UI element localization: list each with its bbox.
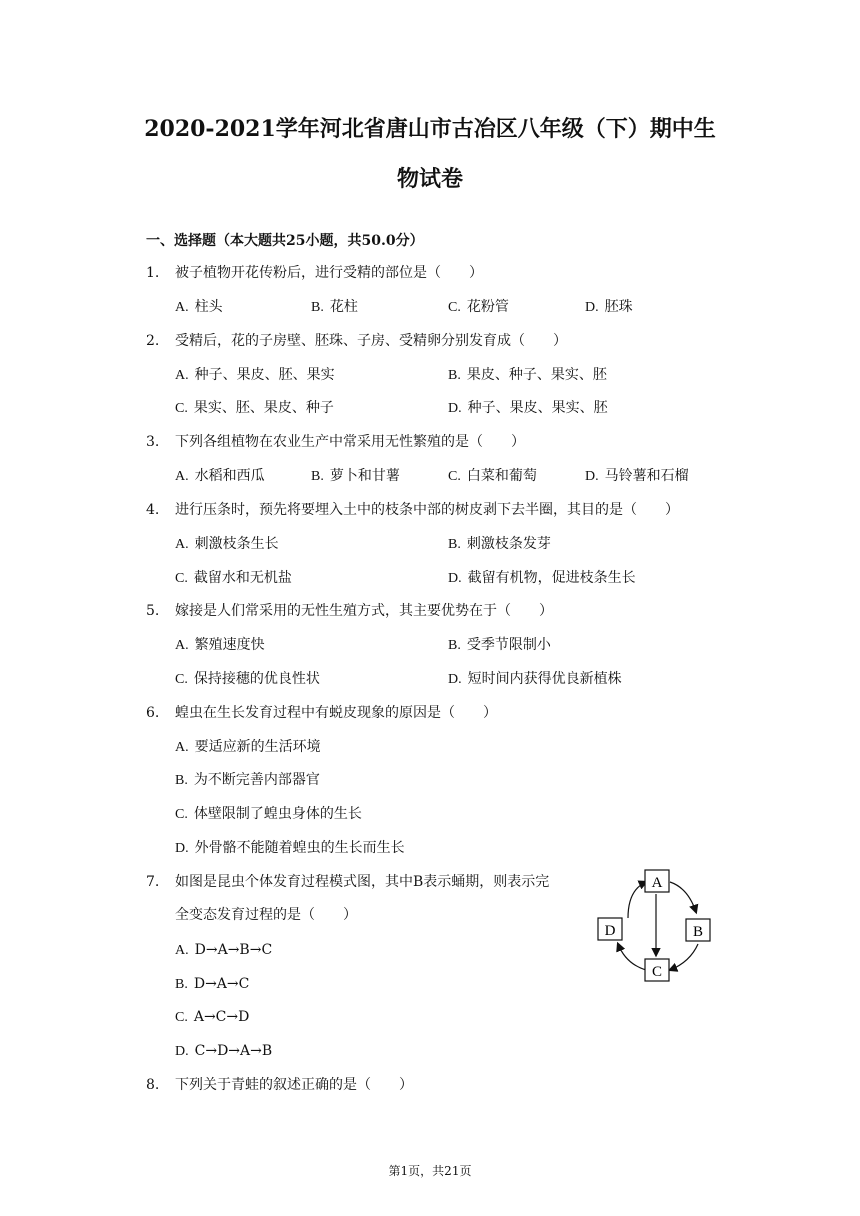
label-d: D [604,923,616,939]
option-3a: A. 水稻和西瓜 [175,468,265,484]
arrow-d-to-a [628,882,646,918]
option-6b: B. 为不断完善内部器官 [175,772,320,788]
option-6d: D. 外骨骼不能随着蝗虫的生长而生长 [175,840,405,856]
title-line-2: 物试卷 [396,166,463,192]
option-7b: B. D→A→C [175,976,250,992]
question-number: 8. [146,1077,160,1093]
arrow-b-to-c [670,944,698,970]
question-7-continued: 全变态发育过程的是（ ） [175,907,357,923]
label-a: A [651,875,663,891]
exam-title [120,104,740,204]
question-text: 被子植物开花传粉后，进行受精的部位是（ ） [175,265,483,281]
question-text: 如图是昆虫个体发育过程模式图，其中B表示蛹期，则表示完 [175,874,550,890]
option-3c: C. 白菜和葡萄 [448,468,537,484]
question-number: 5. [146,603,160,619]
page-footer: 第1页，共21页 [388,1164,472,1178]
question-number: 1. [146,265,160,281]
arrow-c-to-d [618,944,646,970]
option-4d: D. 截留有机物，促进枝条生长 [448,570,636,586]
question-number: 6. [146,705,160,721]
question-number: 2. [146,333,160,349]
option-7c: C. A→C→D [175,1009,250,1025]
option-7a: A. D→A→B→C [175,942,273,958]
option-3d: D. 马铃薯和石榴 [585,468,689,484]
question-text: 嫁接是人们常采用的无性生殖方式，其主要优势在于（ ） [175,603,553,619]
title-line-1: 2020-2021学年河北省唐山市古冶区八年级（下）期中生 [144,116,716,142]
arrow-a-to-b [670,882,696,912]
question-text: 蝗虫在生长发育过程中有蜕皮现象的原因是（ ） [175,705,497,721]
question-text: 下列关于青蛙的叙述正确的是（ ） [175,1077,413,1093]
option-2d: D. 种子、果皮、果实、胚 [448,400,608,416]
label-c: C [651,964,663,980]
option-2c: C. 果实、胚、果皮、种子 [175,400,334,416]
option-5b: B. 受季节限制小 [448,637,551,653]
option-6c: C. 体壁限制了蝗虫身体的生长 [175,806,362,822]
option-4b: B. 刺激枝条发芽 [448,536,551,552]
label-b: B [692,924,704,940]
option-4a: A. 刺激枝条生长 [175,536,279,552]
option-1b: B. 花柱 [311,299,358,315]
option-1c: C. 花粉管 [448,299,509,315]
option-2b: B. 果皮、种子、果实、胚 [448,367,607,383]
question-text: 进行压条时，预先将要埋入土中的枝条中部的树皮剥下去半圈，其目的是（ ） [175,502,679,518]
option-5c: C. 保持接穗的优良性状 [175,671,320,687]
question-number: 4. [146,502,160,518]
question-text: 下列各组植物在农业生产中常采用无性繁殖的是（ ） [175,434,525,450]
question-number: 7. [146,874,160,890]
option-7d: D. C→D→A→B [175,1043,273,1059]
option-2a: A. 种子、果皮、胚、果实 [175,367,335,383]
question-text: 受精后，花的子房壁、胚珠、子房、受精卵分别发育成（ ） [175,333,567,349]
option-5a: A. 繁殖速度快 [175,637,265,653]
section-heading: 一、选择题（本大题共25小题，共50.0分） [146,233,424,249]
insect-development-diagram [588,862,728,992]
option-6a: A. 要适应新的生活环境 [175,739,321,755]
question-number: 3. [146,434,160,450]
option-3b: B. 萝卜和甘薯 [311,468,400,484]
option-1d: D. 胚珠 [585,299,633,315]
option-5d: D. 短时间内获得优良新植株 [448,671,622,687]
option-4c: C. 截留水和无机盐 [175,570,292,586]
option-1a: A. 柱头 [175,299,223,315]
